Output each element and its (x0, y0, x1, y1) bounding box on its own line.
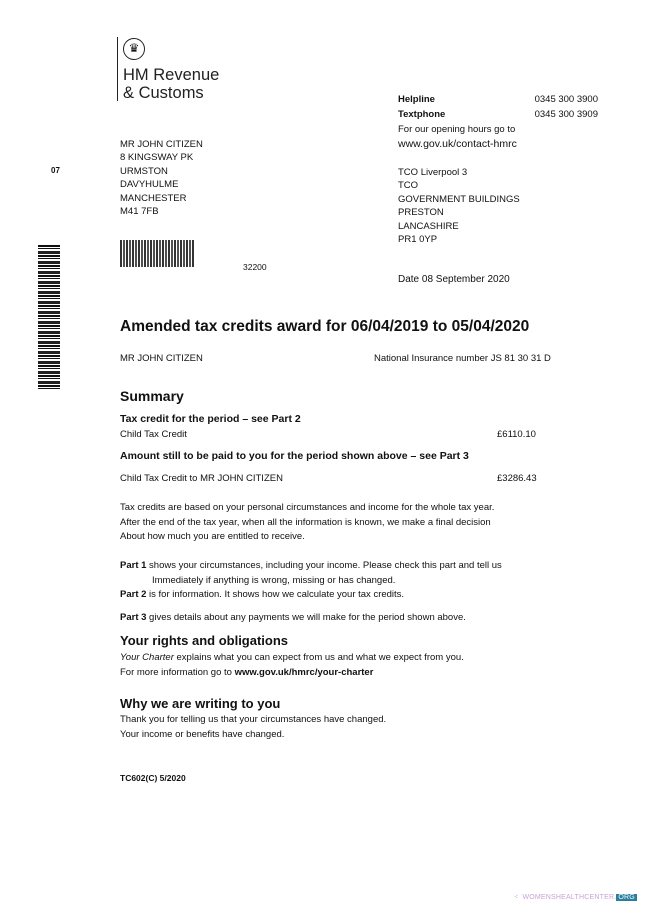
address-line: PR1 0YP (398, 234, 438, 246)
2d-barcode (120, 240, 194, 267)
text-line: About how much you are entitled to receive. (120, 531, 305, 542)
logo-line1: HM Revenue (123, 66, 220, 84)
address-line: TCO Liverpool 3 (398, 167, 468, 178)
logo-divider (117, 37, 118, 101)
address-line: M41 7FB (120, 206, 159, 218)
text-line: Tax credits are based on your personal circumstances and income for the whole tax year. (120, 502, 495, 513)
address-line: 8 KINGSWAY PK (120, 152, 194, 164)
text-line: explains what you can expect from us and what we expect from you. (173, 652, 464, 663)
form-code: TC602(C) 5/2020 (120, 773, 186, 783)
letter-date: Date 08 September 2020 (398, 274, 510, 285)
why-heading: Why we are writing to you (120, 696, 281, 711)
watermark-tld: ORG (618, 894, 635, 901)
summary-subheading: Tax credit for the period – see Part 2 (120, 413, 301, 425)
summary-value: £6110.10 (497, 429, 536, 440)
part-label: Part 3 (120, 611, 147, 623)
rights-heading: Your rights and obligations (120, 633, 289, 648)
summary-heading: Summary (120, 388, 184, 404)
text-line: Thank you for telling us that your circumstances have changed. (120, 714, 387, 725)
text-line: After the end of the tax year, when all the information is known, we make a final decision (120, 516, 491, 528)
summary-label: Child Tax Credit (120, 429, 187, 440)
textphone-number: 0345 300 3909 (534, 109, 598, 120)
logo-line2: & Customs (123, 84, 204, 102)
text-line: For more information go to (120, 666, 235, 678)
address-line: TCO (398, 180, 419, 192)
helpline-number: 0345 300 3900 (534, 94, 598, 105)
part-text: is for information. It shows how we calculate your tax credits. (146, 589, 405, 600)
rights-text (120, 651, 464, 680)
crown-icon: ♛ (123, 38, 145, 60)
margin-code: 07 (51, 166, 60, 175)
charter-label: Your Charter (120, 652, 174, 663)
opening-hours: For our opening hours go to (398, 124, 516, 135)
intro-paragraph (120, 501, 494, 545)
textphone-label: Textphone (398, 109, 446, 120)
ni-number: National Insurance number JS 81 30 31 D (374, 353, 551, 364)
address-line: DAVYHULME (120, 179, 179, 191)
contact-url: www.gov.uk/contact-hmrc (398, 138, 517, 150)
watermark (512, 893, 637, 901)
barcode (38, 245, 60, 390)
part-label: Part 1 (120, 560, 147, 571)
text-line: Your income or benefits have changed. (120, 728, 285, 740)
address-line: GOVERNMENT BUILDINGS (398, 193, 520, 205)
contact-block (398, 92, 598, 152)
recipient-address (120, 138, 203, 218)
address-line: MANCHESTER (120, 192, 187, 204)
letter-title: Amended tax credits award for 06/04/2019 to 05/04/2020 (120, 318, 530, 335)
summary-subheading: Amount still to be paid to you for the period shown above – see Part 3 (120, 450, 469, 462)
part-text: Immediately if anything is wrong, missing or has changed. (152, 574, 396, 586)
address-line: LANCASHIRE (398, 220, 459, 232)
part-label: Part 2 (120, 589, 147, 600)
helpline-label: Helpline (398, 94, 435, 105)
address-line: MR JOHN CITIZEN (120, 139, 203, 150)
part-text: shows your circumstances, including your income. Please check this part and tell us (146, 560, 502, 571)
address-line: PRESTON (398, 207, 444, 219)
parts-description (120, 559, 502, 625)
watermark-text: WOMENSHEALTHCENTER. (522, 894, 617, 901)
charter-link[interactable]: www.gov.uk/hmrc/your-charter (234, 666, 374, 678)
hmrc-logo (123, 66, 219, 102)
part-text: gives details about any payments we will make for the period shown above. (146, 611, 466, 623)
address-line: URMSTON (120, 165, 168, 177)
sender-address (398, 166, 520, 246)
dots-icon: ⁖ (514, 894, 521, 901)
summary-value: £3286.43 (497, 473, 537, 484)
reference-code: 32200 (243, 262, 267, 272)
summary-label: Child Tax Credit to MR JOHN CITIZEN (120, 473, 283, 484)
why-text (120, 713, 386, 742)
recipient-name: MR JOHN CITIZEN (120, 353, 203, 364)
